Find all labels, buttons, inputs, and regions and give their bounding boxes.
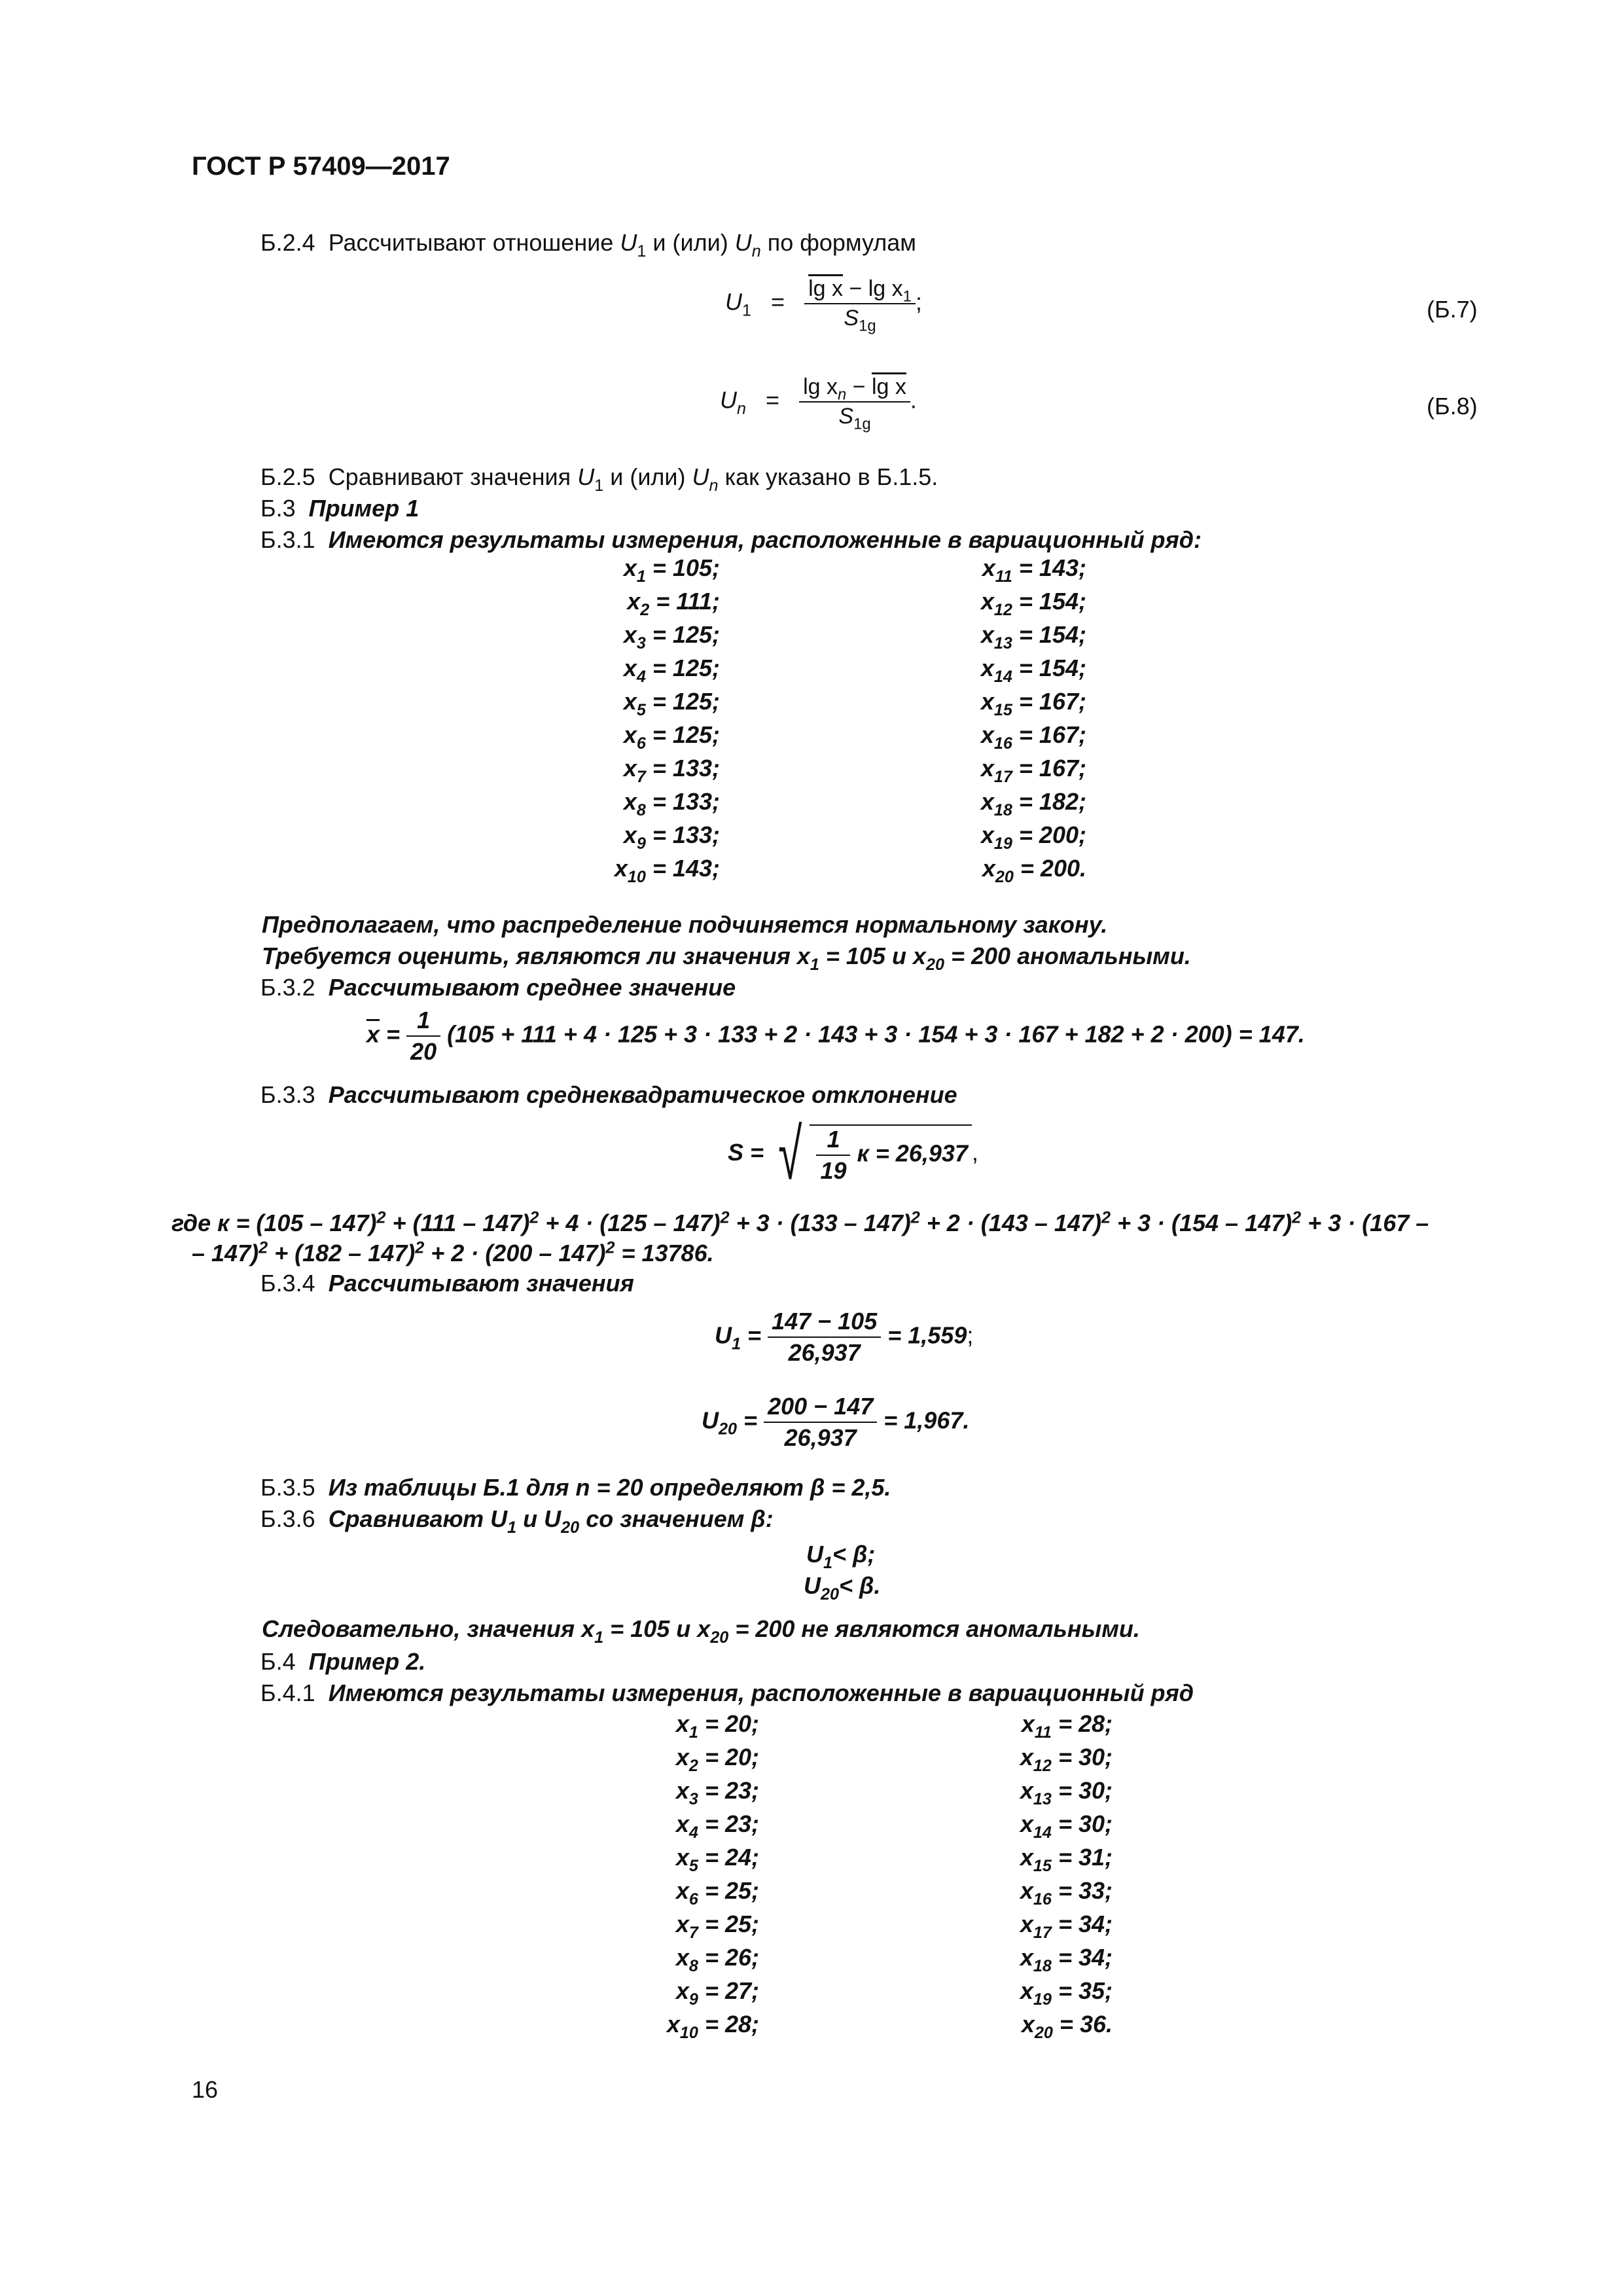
series-item: $x_{12} = 30$; xyxy=(1020,1744,1113,1775)
series-item: $x_{13} = 30$; xyxy=(1020,1777,1113,1808)
series-item: $x_7 = 133$; xyxy=(623,755,720,786)
where-line-2: – 147)$^2$ + (182 – 147)$^2$ + 2 · (200 – 147)$^2$ = 13786. xyxy=(192,1238,714,1266)
document-header: ГОСТ Р 57409—2017 xyxy=(192,152,450,181)
series-item: $x_{16} = 167$; xyxy=(980,721,1086,753)
series-item: $x_{11} = 143$; xyxy=(982,554,1086,586)
series-item: $x_9 = 133$; xyxy=(623,821,720,853)
para-b31: Б.3.1 Имеются результаты измерения, расположенные в вариационный ряд: xyxy=(260,526,1202,553)
series-item: $x_{11} = 28$; xyxy=(1021,1710,1113,1742)
series-item: $x_{12} = 154$; xyxy=(980,588,1086,619)
heading-b4: Б.4 Пример 2. xyxy=(260,1648,426,1675)
series-item: $x_6 = 25$; xyxy=(675,1877,759,1909)
comparison-u20: $U_{20}< \beta$. xyxy=(804,1572,881,1604)
where-line-1: где к = (105 – 147)$^2$ + (111 – 147)$^2$ + 4 · (125 – 147)$^2$ + 3 · (133 – 147)$^2$ + 2 · (143 – 147)$^2$ + 3 · (154 – 147)$^2$ + 3 · (167 – xyxy=(171,1208,1429,1236)
series-item: $x_5 = 24$; xyxy=(675,1844,759,1875)
heading-b3: Б.3 Пример 1 xyxy=(260,495,419,522)
series-item: $x_{14} = 30$; xyxy=(1020,1810,1113,1842)
series-item: $x_8 = 26$; xyxy=(675,1944,759,1975)
u20-formula: $U_{20}$ = $\frac{200 - 147}{26,937}$ = 1,967. xyxy=(702,1393,970,1451)
series-item: $x_2 = 20$; xyxy=(675,1744,759,1775)
formula-b8: $U_n$ = $\frac{\lg x_n - \lg x}{S_{1g}}$ . xyxy=(720,374,917,433)
para-b33: Б.3.3 Рассчитывают среднеквадратическое отклонение xyxy=(260,1081,957,1108)
series-item: $x_{13} = 154$; xyxy=(980,621,1086,653)
para-b25: Б.2.5 Сравнивают значения $U_1$ и (или) $U_n$ как указано в Б.1.5. xyxy=(260,463,938,495)
para-b41: Б.4.1 Имеются результаты измерения, расположенные в вариационный ряд xyxy=(260,1679,1194,1706)
series-item: $x_4 = 23$; xyxy=(675,1810,759,1842)
series-item: $x_4 = 125$; xyxy=(623,655,720,686)
series-item: $x_7 = 25$; xyxy=(675,1910,759,1942)
para-b24: Б.2.4 Рассчитывают отношение $U_1$ и (или) $U_n$ по формулам xyxy=(260,229,917,260)
sd-formula: S = √ $\frac{1}{19}$ к = 26,937 , xyxy=(728,1114,978,1194)
series-item: $x_{10} = 143$; xyxy=(614,855,720,886)
series-item: $x_{14} = 154$; xyxy=(980,655,1086,686)
series-item: $x_{19} = 35$; xyxy=(1020,1977,1113,2009)
equation-number-b7: (Б.7) xyxy=(1427,296,1478,323)
series-item: $x_6 = 125$; xyxy=(623,721,720,753)
series-item: $x_{17} = 167$; xyxy=(980,755,1086,786)
series1-left-column xyxy=(615,551,720,885)
para-b34: Б.3.4 Рассчитывают значения xyxy=(260,1270,634,1297)
series-item: $x_5 = 125$; xyxy=(623,688,720,719)
series-item: $x_{18} = 34$; xyxy=(1020,1944,1113,1975)
series-item: $x_2 = 111$; xyxy=(627,588,720,619)
requirement-line: Требуется оценить, являются ли значения $x_1 = 105$ и $x_{20} = 200$ аномальными. xyxy=(262,942,1191,974)
formula-b7: $U_1$ = $\frac{\lg x - \lg x_1}{S_{1g}}$ ; xyxy=(725,276,922,335)
series-item: $x_{18} = 182$; xyxy=(980,788,1086,819)
series-item: $x_{10} = 28$; xyxy=(666,2011,759,2042)
series-item: $x_{19} = 200$; xyxy=(980,821,1086,853)
series2-left-column xyxy=(667,1707,759,2041)
para-b36: Б.3.6 Сравнивают $U_1$ и $U_{20}$ со значением β: xyxy=(260,1505,774,1537)
series1-right-column xyxy=(981,551,1086,885)
series2-right-column xyxy=(1020,1707,1113,2041)
series-item: $x_{17} = 34$; xyxy=(1020,1910,1113,1942)
series-item: $x_1 = 20$; xyxy=(675,1710,759,1742)
series-item: $x_{20} = 200$. xyxy=(982,855,1086,886)
para-b35: Б.3.5 Из таблицы Б.1 для n = 20 определяют β = 2,5. xyxy=(260,1474,891,1501)
mean-formula: $\overline{x}$ = $\frac{1}{20}$ (105 + 111 + 4 · 125 + 3 · 133 + 2 · 143 + 3 · 154 + 3 · 167 + 182 + 2 · 200) = 147. xyxy=(366,1007,1305,1065)
assumption-line: Предполагаем, что распределение подчиняется нормальному закону. xyxy=(262,911,1108,938)
equation-number-b8: (Б.8) xyxy=(1427,393,1478,420)
series-item: $x_{20} = 36$. xyxy=(1021,2011,1113,2042)
conclusion-line: Следовательно, значения $x_1 = 105$ и $x_{20} = 200$ не являются аномальными. xyxy=(262,1615,1140,1647)
para-b32: Б.3.2 Рассчитывают среднее значение xyxy=(260,974,736,1001)
series-item: $x_{16} = 33$; xyxy=(1020,1877,1113,1909)
series-item: $x_8 = 133$; xyxy=(623,788,720,819)
series-item: $x_3 = 125$; xyxy=(623,621,720,653)
series-item: $x_1 = 105$; xyxy=(623,554,720,586)
comparison-u1: $U_1< \beta$; xyxy=(806,1541,876,1572)
series-item: $x_{15} = 31$; xyxy=(1020,1844,1113,1875)
series-item: $x_{15} = 167$; xyxy=(980,688,1086,719)
u1-formula: $U_1$ = $\frac{147 - 105}{26,937}$ = 1,559; xyxy=(715,1308,974,1366)
sqrt-icon: √ xyxy=(778,1114,802,1194)
series-item: $x_9 = 27$; xyxy=(675,1977,759,2009)
series-item: $x_3 = 23$; xyxy=(675,1777,759,1808)
page-number: 16 xyxy=(192,2076,219,2103)
